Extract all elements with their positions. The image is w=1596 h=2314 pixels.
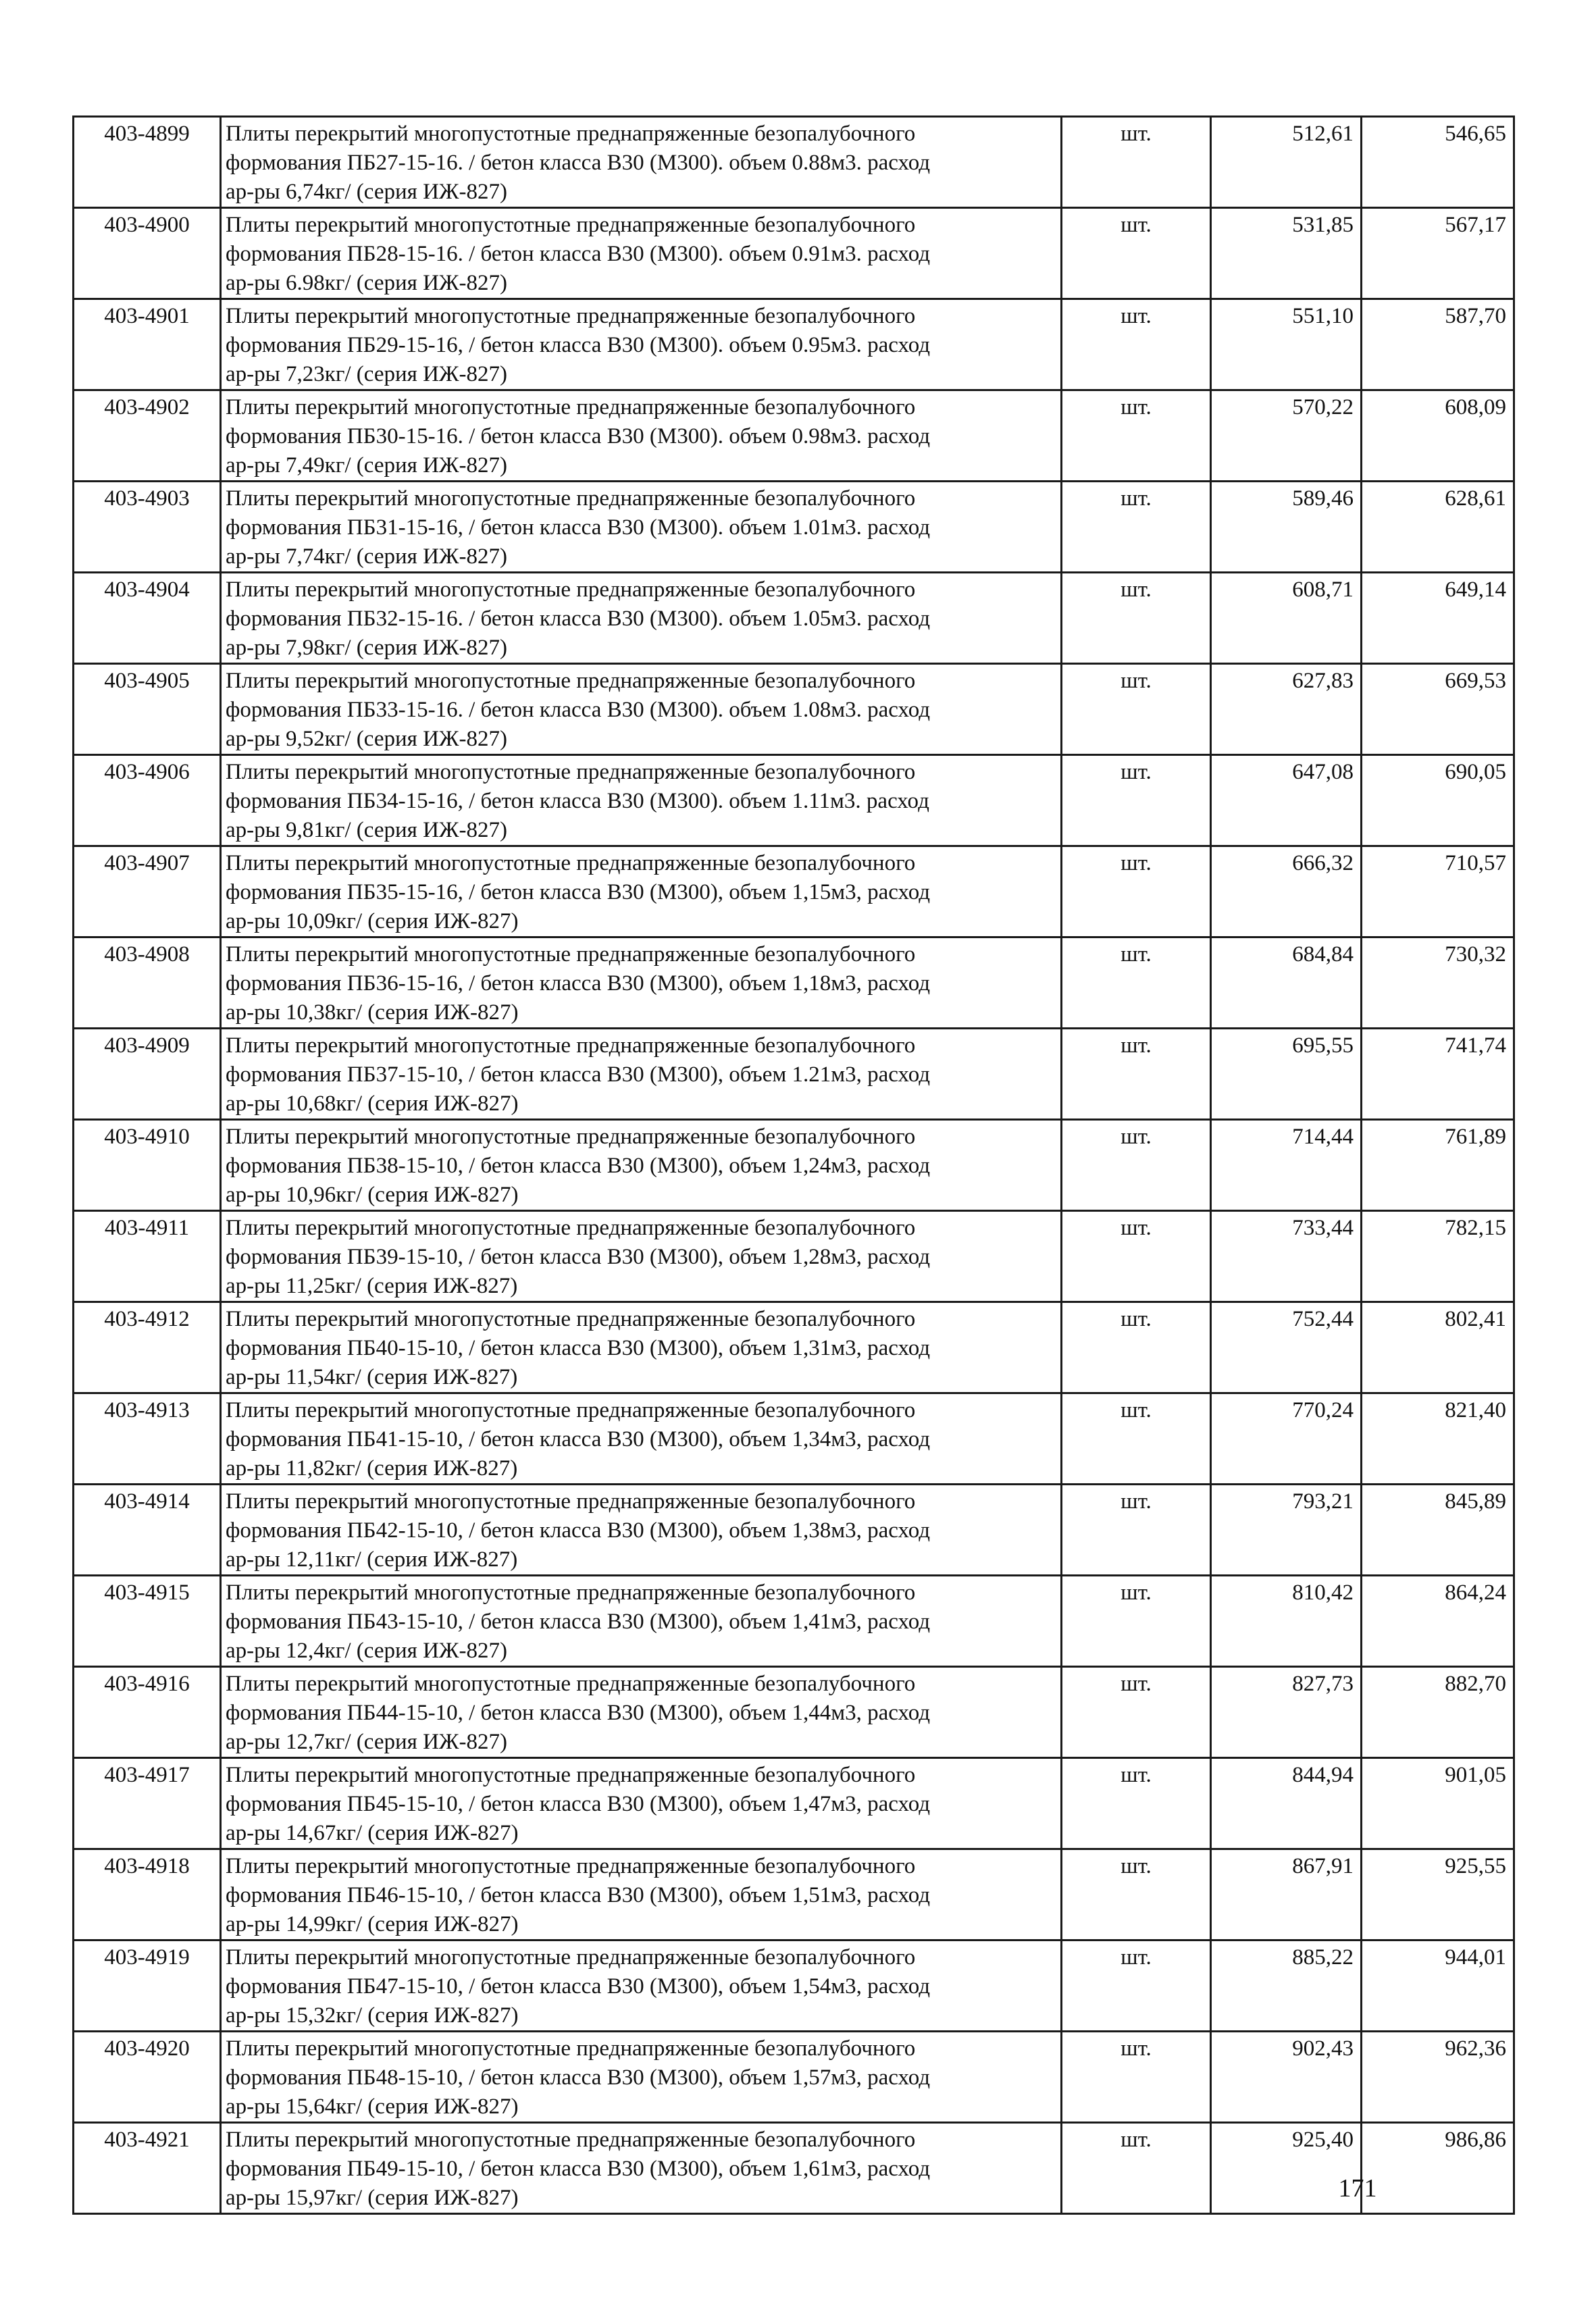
- item-code-cell: 403-4916: [74, 1667, 221, 1758]
- description-line: ар-ры 7,23кг/ (серия ИЖ-827): [226, 362, 507, 386]
- table-row: [74, 208, 1514, 299]
- item-code-cell: 403-4901: [74, 299, 221, 390]
- table-row: [74, 1940, 1514, 2032]
- price-cell: 531,85: [1211, 208, 1362, 299]
- item-description-cell: [221, 1120, 1062, 1211]
- description-line: Плиты перекрытий многопустотные преднапряженные безопалубочного: [226, 304, 916, 328]
- unit-cell: шт.: [1062, 299, 1211, 390]
- unit-cell: шт.: [1062, 1211, 1211, 1302]
- unit-cell: шт.: [1062, 482, 1211, 573]
- description-line: Плиты перекрытий многопустотные преднапряженные безопалубочного: [226, 1125, 916, 1149]
- description-line: ар-ры 10,38кг/ (серия ИЖ-827): [226, 1000, 519, 1025]
- description-line: ар-ры 9,81кг/ (серия ИЖ-827): [226, 818, 507, 842]
- description-line: Плиты перекрытий многопустотные преднапряженные безопалубочного: [226, 2036, 916, 2061]
- description-line: Плиты перекрытий многопустотные преднапряженные безопалубочного: [226, 1216, 916, 1240]
- description-line: формования ПБ30-15-16. / бетон класса В30 (М300). объем 0.98м3. расход: [226, 424, 931, 448]
- description-line: Плиты перекрытий многопустотные преднапряженные безопалубочного: [226, 1672, 916, 1696]
- item-description-cell: [221, 1849, 1062, 1940]
- description-line: формования ПБ34-15-16, / бетон класса В30 (М300). объем 1.11м3. расход: [226, 789, 929, 813]
- price-cell: 684,84: [1211, 937, 1362, 1029]
- unit-cell: шт.: [1062, 937, 1211, 1029]
- table-row: [74, 755, 1514, 846]
- unit-cell: шт.: [1062, 1849, 1211, 1940]
- price-with-extra-cell: 587,70: [1362, 299, 1514, 390]
- description-line: формования ПБ36-15-16, / бетон класса В30 (М300), объем 1,18м3, расход: [226, 971, 931, 996]
- description-line: формования ПБ38-15-10, / бетон класса В30 (М300), объем 1,24м3, расход: [226, 1154, 931, 1178]
- description-line: ар-ры 7,74кг/ (серия ИЖ-827): [226, 544, 507, 569]
- item-code-cell: 403-4917: [74, 1758, 221, 1849]
- description-line: Плиты перекрытий многопустотные преднапряженные безопалубочного: [226, 760, 916, 784]
- description-line: формования ПБ37-15-10, / бетон класса В30 (М300), объем 1.21м3, расход: [226, 1062, 931, 1087]
- description-line: Плиты перекрытий многопустотные преднапряженные безопалубочного: [226, 942, 916, 967]
- description-line: Плиты перекрытий многопустотные преднапряженные безопалубочного: [226, 1945, 916, 1970]
- unit-cell: шт.: [1062, 1576, 1211, 1667]
- item-description-cell: [221, 1029, 1062, 1120]
- table-row: [74, 390, 1514, 482]
- unit-cell: шт.: [1062, 1302, 1211, 1393]
- unit-cell: шт.: [1062, 1029, 1211, 1120]
- price-with-extra-cell: 567,17: [1362, 208, 1514, 299]
- table-row: [74, 2032, 1514, 2123]
- table-row: [74, 2123, 1514, 2214]
- item-description-cell: [221, 1758, 1062, 1849]
- table-row: [74, 573, 1514, 664]
- table-row: [74, 1849, 1514, 1940]
- price-table: [72, 115, 1515, 2215]
- price-cell: 551,10: [1211, 299, 1362, 390]
- unit-cell: шт.: [1062, 1485, 1211, 1576]
- item-code-cell: 403-4910: [74, 1120, 221, 1211]
- price-cell: 885,22: [1211, 1940, 1362, 2032]
- description-line: формования ПБ41-15-10, / бетон класса В30 (М300), объем 1,34м3, расход: [226, 1427, 931, 1451]
- item-description-cell: [221, 1211, 1062, 1302]
- price-cell: 733,44: [1211, 1211, 1362, 1302]
- price-cell: 844,94: [1211, 1758, 1362, 1849]
- description-line: формования ПБ28-15-16. / бетон класса В30 (М300). объем 0.91м3. расход: [226, 242, 931, 266]
- description-line: Плиты перекрытий многопустотные преднапряженные безопалубочного: [226, 1398, 916, 1422]
- price-with-extra-cell: 690,05: [1362, 755, 1514, 846]
- price-cell: 647,08: [1211, 755, 1362, 846]
- description-line: ар-ры 14,99кг/ (серия ИЖ-827): [226, 1912, 519, 1936]
- price-with-extra-cell: 925,55: [1362, 1849, 1514, 1940]
- item-description-cell: [221, 664, 1062, 755]
- description-line: формования ПБ29-15-16, / бетон класса В30 (М300). объем 0.95м3. расход: [226, 333, 931, 357]
- table-row: [74, 299, 1514, 390]
- unit-cell: шт.: [1062, 846, 1211, 937]
- description-line: Плиты перекрытий многопустотные преднапряженные безопалубочного: [226, 577, 916, 602]
- description-line: ар-ры 7,49кг/ (серия ИЖ-827): [226, 453, 507, 478]
- item-code-cell: 403-4915: [74, 1576, 221, 1667]
- description-line: формования ПБ43-15-10, / бетон класса В30 (М300), объем 1,41м3, расход: [226, 1610, 931, 1634]
- price-with-extra-cell: 710,57: [1362, 846, 1514, 937]
- description-line: Плиты перекрытий многопустотные преднапряженные безопалубочного: [226, 1489, 916, 1514]
- item-description-cell: [221, 2032, 1062, 2123]
- description-line: ар-ры 11,54кг/ (серия ИЖ-827): [226, 1365, 518, 1389]
- unit-cell: шт.: [1062, 1393, 1211, 1485]
- description-line: формования ПБ35-15-16, / бетон класса В30 (М300), объем 1,15м3, расход: [226, 880, 931, 904]
- item-description-cell: [221, 1485, 1062, 1576]
- item-code-cell: 403-4914: [74, 1485, 221, 1576]
- item-code-cell: 403-4902: [74, 390, 221, 482]
- table-row: [74, 664, 1514, 755]
- price-with-extra-cell: 882,70: [1362, 1667, 1514, 1758]
- price-with-extra-cell: 608,09: [1362, 390, 1514, 482]
- table-row: [74, 1302, 1514, 1393]
- description-line: формования ПБ32-15-16. / бетон класса В30 (М300). объем 1.05м3. расход: [226, 607, 931, 631]
- item-code-cell: 403-4912: [74, 1302, 221, 1393]
- price-table-body: [74, 117, 1514, 2214]
- table-row: [74, 1576, 1514, 1667]
- description-line: Плиты перекрытий многопустотные преднапряженные безопалубочного: [226, 1854, 916, 1878]
- item-code-cell: 403-4900: [74, 208, 221, 299]
- description-line: формования ПБ48-15-10, / бетон класса В30 (М300), объем 1,57м3, расход: [226, 2065, 931, 2090]
- description-line: Плиты перекрытий многопустотные преднапряженные безопалубочного: [226, 1033, 916, 1058]
- item-description-cell: [221, 1667, 1062, 1758]
- price-with-extra-cell: 901,05: [1362, 1758, 1514, 1849]
- unit-cell: шт.: [1062, 755, 1211, 846]
- price-with-extra-cell: 628,61: [1362, 482, 1514, 573]
- item-description-cell: [221, 573, 1062, 664]
- item-code-cell: 403-4913: [74, 1393, 221, 1485]
- item-code-cell: 403-4911: [74, 1211, 221, 1302]
- item-code-cell: 403-4899: [74, 117, 221, 208]
- table-row: [74, 937, 1514, 1029]
- description-line: формования ПБ47-15-10, / бетон класса В30 (М300), объем 1,54м3, расход: [226, 1974, 931, 1999]
- description-line: ар-ры 10,96кг/ (серия ИЖ-827): [226, 1183, 519, 1207]
- description-line: ар-ры 6,74кг/ (серия ИЖ-827): [226, 180, 507, 204]
- unit-cell: шт.: [1062, 208, 1211, 299]
- description-line: ар-ры 12,7кг/ (серия ИЖ-827): [226, 1730, 507, 1754]
- price-cell: 570,22: [1211, 390, 1362, 482]
- description-line: ар-ры 11,25кг/ (серия ИЖ-827): [226, 1274, 518, 1298]
- description-line: ар-ры 12,4кг/ (серия ИЖ-827): [226, 1639, 507, 1663]
- price-cell: 512,61: [1211, 117, 1362, 208]
- item-code-cell: 403-4905: [74, 664, 221, 755]
- description-line: ар-ры 15,97кг/ (серия ИЖ-827): [226, 2186, 519, 2210]
- item-code-cell: 403-4921: [74, 2123, 221, 2214]
- price-cell: 695,55: [1211, 1029, 1362, 1120]
- price-cell: 925,40: [1211, 2123, 1362, 2214]
- unit-cell: шт.: [1062, 1667, 1211, 1758]
- price-cell: 827,73: [1211, 1667, 1362, 1758]
- item-description-cell: [221, 299, 1062, 390]
- item-description-cell: [221, 937, 1062, 1029]
- unit-cell: шт.: [1062, 1758, 1211, 1849]
- table-row: [74, 1667, 1514, 1758]
- item-description-cell: [221, 1576, 1062, 1667]
- description-line: Плиты перекрытий многопустотные преднапряженные безопалубочного: [226, 669, 916, 693]
- description-line: Плиты перекрытий многопустотные преднапряженные безопалубочного: [226, 851, 916, 875]
- price-cell: 589,46: [1211, 482, 1362, 573]
- item-description-cell: [221, 208, 1062, 299]
- item-code-cell: 403-4908: [74, 937, 221, 1029]
- description-line: ар-ры 12,11кг/ (серия ИЖ-827): [226, 1547, 518, 1572]
- item-code-cell: 403-4918: [74, 1849, 221, 1940]
- price-with-extra-cell: 962,36: [1362, 2032, 1514, 2123]
- table-row: [74, 1393, 1514, 1485]
- table-row: [74, 117, 1514, 208]
- description-line: формования ПБ46-15-10, / бетон класса В30 (М300), объем 1,51м3, расход: [226, 1883, 931, 1907]
- description-line: Плиты перекрытий многопустотные преднапряженные безопалубочного: [226, 1580, 916, 1605]
- table-row: [74, 1758, 1514, 1849]
- item-code-cell: 403-4904: [74, 573, 221, 664]
- item-code-cell: 403-4920: [74, 2032, 221, 2123]
- description-line: Плиты перекрытий многопустотные преднапряженные безопалубочного: [226, 122, 916, 146]
- price-with-extra-cell: 821,40: [1362, 1393, 1514, 1485]
- description-line: ар-ры 9,52кг/ (серия ИЖ-827): [226, 727, 507, 751]
- description-line: Плиты перекрытий многопустотные преднапряженные безопалубочного: [226, 213, 916, 237]
- description-line: Плиты перекрытий многопустотные преднапряженные безопалубочного: [226, 2128, 916, 2152]
- description-line: Плиты перекрытий многопустотные преднапряженные безопалубочного: [226, 1763, 916, 1787]
- description-line: ар-ры 6.98кг/ (серия ИЖ-827): [226, 271, 507, 295]
- description-line: ар-ры 15,64кг/ (серия ИЖ-827): [226, 2094, 519, 2119]
- unit-cell: шт.: [1062, 1120, 1211, 1211]
- description-line: формования ПБ49-15-10, / бетон класса В30 (М300), объем 1,61м3, расход: [226, 2157, 931, 2181]
- item-description-cell: [221, 390, 1062, 482]
- description-line: формования ПБ42-15-10, / бетон класса В30 (М300), объем 1,38м3, расход: [226, 1518, 931, 1543]
- price-with-extra-cell: 546,65: [1362, 117, 1514, 208]
- unit-cell: шт.: [1062, 664, 1211, 755]
- description-line: формования ПБ27-15-16. / бетон класса В30 (М300). объем 0.88м3. расход: [226, 151, 931, 175]
- item-description-cell: [221, 1393, 1062, 1485]
- item-description-cell: [221, 2123, 1062, 2214]
- item-code-cell: 403-4907: [74, 846, 221, 937]
- table-row: [74, 1211, 1514, 1302]
- item-code-cell: 403-4903: [74, 482, 221, 573]
- item-code-cell: 403-4909: [74, 1029, 221, 1120]
- table-row: [74, 1485, 1514, 1576]
- unit-cell: шт.: [1062, 573, 1211, 664]
- price-cell: 752,44: [1211, 1302, 1362, 1393]
- item-description-cell: [221, 1940, 1062, 2032]
- price-with-extra-cell: 649,14: [1362, 573, 1514, 664]
- unit-cell: шт.: [1062, 390, 1211, 482]
- price-with-extra-cell: 741,74: [1362, 1029, 1514, 1120]
- price-with-extra-cell: 944,01: [1362, 1940, 1514, 2032]
- price-cell: 770,24: [1211, 1393, 1362, 1485]
- price-with-extra-cell: 802,41: [1362, 1302, 1514, 1393]
- item-description-cell: [221, 1302, 1062, 1393]
- description-line: ар-ры 10,09кг/ (серия ИЖ-827): [226, 909, 519, 933]
- description-line: Плиты перекрытий многопустотные преднапряженные безопалубочного: [226, 395, 916, 419]
- price-with-extra-cell: 761,89: [1362, 1120, 1514, 1211]
- price-cell: 902,43: [1211, 2032, 1362, 2123]
- price-cell: 867,91: [1211, 1849, 1362, 1940]
- description-line: формования ПБ39-15-10, / бетон класса В30 (М300), объем 1,28м3, расход: [226, 1245, 931, 1269]
- item-description-cell: [221, 482, 1062, 573]
- item-description-cell: [221, 755, 1062, 846]
- price-cell: 793,21: [1211, 1485, 1362, 1576]
- unit-cell: шт.: [1062, 117, 1211, 208]
- item-code-cell: 403-4919: [74, 1940, 221, 2032]
- table-row: [74, 1029, 1514, 1120]
- description-line: Плиты перекрытий многопустотные преднапряженные безопалубочного: [226, 1307, 916, 1331]
- price-with-extra-cell: 782,15: [1362, 1211, 1514, 1302]
- unit-cell: шт.: [1062, 1940, 1211, 2032]
- item-description-cell: [221, 117, 1062, 208]
- price-with-extra-cell: 986,86: [1362, 2123, 1514, 2214]
- price-with-extra-cell: 669,53: [1362, 664, 1514, 755]
- description-line: ар-ры 15,32кг/ (серия ИЖ-827): [226, 2003, 519, 2028]
- item-description-cell: [221, 846, 1062, 937]
- description-line: ар-ры 14,67кг/ (серия ИЖ-827): [226, 1821, 519, 1845]
- table-row: [74, 846, 1514, 937]
- description-line: ар-ры 7,98кг/ (серия ИЖ-827): [226, 636, 507, 660]
- description-line: формования ПБ40-15-10, / бетон класса В30 (М300), объем 1,31м3, расход: [226, 1336, 931, 1360]
- price-cell: 666,32: [1211, 846, 1362, 937]
- price-cell: 714,44: [1211, 1120, 1362, 1211]
- description-line: ар-ры 10,68кг/ (серия ИЖ-827): [226, 1091, 519, 1116]
- price-cell: 627,83: [1211, 664, 1362, 755]
- page-number: 171: [1338, 2174, 1377, 2203]
- description-line: Плиты перекрытий многопустотные преднапряженные безопалубочного: [226, 486, 916, 511]
- price-with-extra-cell: 845,89: [1362, 1485, 1514, 1576]
- description-line: формования ПБ45-15-10, / бетон класса В30 (М300), объем 1,47м3, расход: [226, 1792, 931, 1816]
- price-cell: 608,71: [1211, 573, 1362, 664]
- description-line: формования ПБ31-15-16, / бетон класса В30 (М300). объем 1.01м3. расход: [226, 515, 931, 540]
- price-with-extra-cell: 730,32: [1362, 937, 1514, 1029]
- price-cell: 810,42: [1211, 1576, 1362, 1667]
- unit-cell: шт.: [1062, 2032, 1211, 2123]
- description-line: формования ПБ33-15-16. / бетон класса В30 (М300). объем 1.08м3. расход: [226, 698, 931, 722]
- table-row: [74, 482, 1514, 573]
- item-code-cell: 403-4906: [74, 755, 221, 846]
- unit-cell: шт.: [1062, 2123, 1211, 2214]
- description-line: ар-ры 11,82кг/ (серия ИЖ-827): [226, 1456, 518, 1481]
- table-row: [74, 1120, 1514, 1211]
- description-line: формования ПБ44-15-10, / бетон класса В30 (М300), объем 1,44м3, расход: [226, 1701, 931, 1725]
- price-with-extra-cell: 864,24: [1362, 1576, 1514, 1667]
